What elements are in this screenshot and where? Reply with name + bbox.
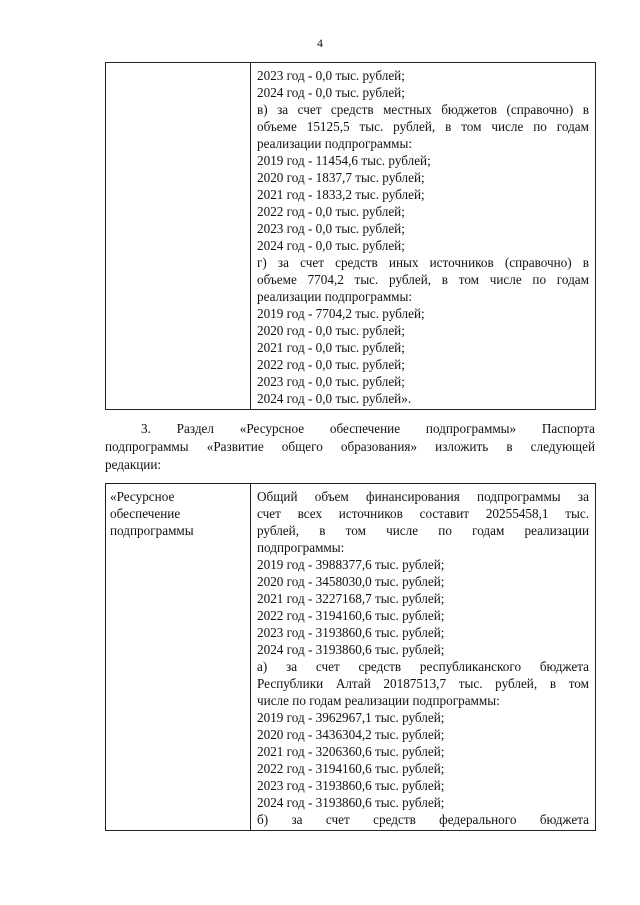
text-line: 2023 год - 0,0 тыс. рублей; (257, 374, 405, 389)
text-line: рублей, в том числе по годам реализации (257, 523, 589, 538)
text-line: 2022 год - 0,0 тыс. рублей; (257, 204, 405, 219)
paragraph-line: подпрограммы «Развитие общего образования» изложить в следующей (105, 439, 595, 454)
text-line: 2020 год - 0,0 тыс. рублей; (257, 323, 405, 338)
text-line: 2022 год - 3194160,6 тыс. рублей; (257, 608, 445, 623)
text-line: 2023 год - 0,0 тыс. рублей; (257, 221, 405, 236)
page-number: 4 (317, 36, 323, 50)
text-line: б) за счет средств федерального бюджета (257, 812, 589, 827)
text-line: числе по годам реализации подпрограммы: (257, 693, 500, 708)
text-line: 2024 год - 0,0 тыс. рублей; (257, 85, 405, 100)
text-line: 2019 год - 3988377,6 тыс. рублей; (257, 557, 445, 572)
text-line: 2023 год - 3193860,6 тыс. рублей; (257, 778, 445, 793)
text-line: счет всех источников составит 20255458,1 тыс. (257, 506, 589, 521)
text-line: 2021 год - 1833,2 тыс. рублей; (257, 187, 425, 202)
resource-table-continued (105, 62, 596, 410)
table-row (106, 484, 596, 831)
text-line: а) за счет средств республиканского бюджета (257, 659, 589, 674)
text-line: 2024 год - 0,0 тыс. рублей; (257, 238, 405, 253)
label-line: обеспечение (110, 506, 181, 521)
text-line: реализации подпрограммы: (257, 289, 413, 304)
amendment-paragraph (105, 420, 595, 474)
text-line: Общий объем финансирования подпрограммы за (257, 489, 589, 504)
text-line: 2021 год - 0,0 тыс. рублей; (257, 340, 405, 355)
text-line: 2024 год - 3193860,6 тыс. рублей; (257, 642, 445, 657)
text-line: 2019 год - 11454,6 тыс. рублей; (257, 153, 431, 168)
content-cell (251, 484, 596, 831)
label-cell (106, 484, 251, 831)
text-line: 2021 год - 3206360,6 тыс. рублей; (257, 744, 445, 759)
text-line: объеме 15125,5 тыс. рублей, в том числе по годам (257, 119, 589, 134)
text-line: объеме 7704,2 тыс. рублей, в том числе по годам (257, 272, 589, 287)
text-line: 2021 год - 3227168,7 тыс. рублей; (257, 591, 445, 606)
label-line: «Ресурсное (110, 489, 175, 504)
text-line: 2023 год - 0,0 тыс. рублей; (257, 68, 405, 83)
text-line: 2022 год - 0,0 тыс. рублей; (257, 357, 405, 372)
resource-table (105, 483, 596, 831)
text-line: подпрограммы: (257, 540, 345, 555)
text-line: 2020 год - 3436304,2 тыс. рублей; (257, 727, 445, 742)
text-line: 2019 год - 3962967,1 тыс. рублей; (257, 710, 445, 725)
text-line: 2020 год - 1837,7 тыс. рублей; (257, 170, 425, 185)
text-line: 2024 год - 0,0 тыс. рублей». (257, 391, 412, 406)
label-cell (106, 63, 251, 410)
text-line: 2022 год - 3194160,6 тыс. рублей; (257, 761, 445, 776)
text-line: 2024 год - 3193860,6 тыс. рублей; (257, 795, 445, 810)
text-line: г) за счет средств иных источников (справочно) в (257, 255, 589, 270)
paragraph-line: редакции: (105, 457, 162, 472)
paragraph-line: 3. Раздел «Ресурсное обеспечение подпрограммы» Паспорта (141, 421, 595, 436)
text-line: в) за счет средств местных бюджетов (справочно) в (257, 102, 589, 117)
text-line: 2019 год - 7704,2 тыс. рублей; (257, 306, 425, 321)
text-line: 2023 год - 3193860,6 тыс. рублей; (257, 625, 445, 640)
text-line: 2020 год - 3458030,0 тыс. рублей; (257, 574, 445, 589)
text-line: Республики Алтай 20187513,7 тыс. рублей, в том (257, 676, 589, 691)
content-cell (251, 63, 596, 410)
text-line: реализации подпрограммы: (257, 136, 413, 151)
label-line: подпрограммы (110, 523, 194, 538)
table-row (106, 63, 596, 410)
